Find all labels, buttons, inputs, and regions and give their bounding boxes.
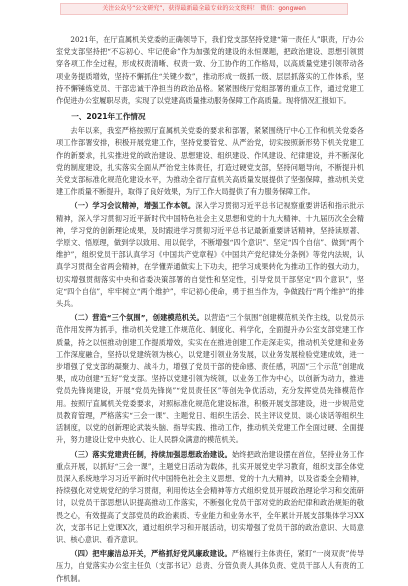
lead-responsibility: （三）落实党建责任制，持续加强思想政治建设。	[70, 449, 232, 459]
lead-integrity: （四）把牢廉洁总开关，严格抓好党风廉政建设。	[70, 549, 232, 559]
top-banner: 关注公众号“公文研究”，获得最新最全最专业的公文资料！ 微信：gongwen	[60, 3, 348, 15]
lead-study: （一）学习会议精神，增强工作本领。	[70, 201, 196, 211]
paragraph-intro: 2021年，在厅直属机关党委的正确领导下，我们党支部坚持党建“第一责任人”职责，厅办公室党支部坚持把“不忘初心、牢记使命”作为加强党的建设的永恒课题，把政治建设、思想引领贯穿各项工作全过程，形成权责清晰、权责一致、分工协作的工作格局，以高质量党建引领带动各项业务提质增效，坚持不懈抓住“关键少数”，推动形成一级抓一级、层层抓落实的工作体系，坚持不懈锤炼党员、干部忠诚干净担当的政治品格。紧紧围绕厅党组部署的重点工作，通过党建工作促进办公室履职尽责，实现了以党建高质量推动服务保障工作高质量。现将情况汇报如下。	[56, 35, 364, 106]
document-body	[56, 34, 364, 586]
text-model-organ: 以营造“三个氛围”创建模范机关作主线，以党员示范作用发挥为抓手，推动机关党建工作规范化、制度化、科学化，全面提升办公室支部党建工作质量，持之以恒推动创建工作提质增效，实实在在推进创建工作走深走实，推动机关党建和业务工作深度融合，坚持以党建统领为核心，以党建引领业务发展，以业务发展检验党建成效，进一步增强了党支部的凝聚力、战斗力，增强了党员干部的使命感、责任感，巩固“三个示范”创建成果，成功创建“五好”党支部。坚持以党建引领为统领，以业务工作为中心，以创新为动力，推进党员先锋岗建设，开展“党员先锋岗”“党员责任区”等创先争优活动，充分发挥党员先锋模范作用。按照厅直属机关党委要求，对照标准化规范化建设标准，积极开展支部建设，进一步规范党员教育管理，严格落实“三会一课”、主题党日、组织生活会、民主评议党员、谈心谈话等组织生活制度，以党的创新理论武装头脑、指导实践、推动工作，推动机关党建工作全面过硬、全面提升，努力建设让党中央放心、让人民群众满意的模范机关。	[56, 313, 364, 445]
paragraph-overview: 去年以来，我室严格按照厅直属机关党委的要求和部署，紧紧围绕厅中心工作和机关党委各项工作部署安排，积极开展党建工作，坚持党要管党、从严治党，切实按照新形势下机关党建工作的新要求，扎实推进党的政治建设、思想建设、组织建设、作风建设、纪律建设，并不断深化党的制度建设，扎实落实全面从严治党主体责任，打造过硬党支部，坚持问题导向，不断提升机关党支部标准化规范化建设水平，为推动全省厅直机关高质量发展提供了坚强保障，推动机关党建工作质量不断提升，取得了良好效果，为厅工作大局提供了有力服务保障工作。	[56, 126, 364, 197]
paragraph-model-organ	[56, 312, 364, 446]
text-integrity: 严格履行主体责任，紧盯“一岗双责”传导压力，自觉落实办公室主任负（支部书记）总责、分管负责人具体负责、党员干部人人有责的工作机制。	[56, 549, 364, 583]
text-study: 深入学习贯彻习近平总书记视察重要讲话和指示批示精神，深入学习贯彻习近平新时代中国特色社会主义思想和党的十九大精神、十九届历次全会精神，学习党的创新理论成果，及时跟进学习贯彻习近平总书记最新重要讲话精神，坚持读原著、学原文、悟原理，做到学以致用、用以促学，不断增强“四个意识”、坚定“四个自信”、做到“两个维护”，组织党员干部认真学习《中国共产党章程》《中国共产党纪律处分条例》等党内法规，认真学习贯彻全省两会精神，在学懂弄通做实上下功夫，把学习成果转化为推动工作的强大动力，切实增强贯彻落实中央和省委决策部署的自觉性和坚定性，引导党员干部坚定“四个意识”，坚定“四个自信”，牢牢树立“两个维护”，牢记初心使命，勇于担当作为，争做践行“两个维护”的排头兵。	[56, 201, 364, 309]
text-responsibility: 始终把政治建设摆在首位，坚持业务工作重点开展，以抓好“三会一课”，主题党日活动为载体，扎实开展党史学习教育，组织支部全体党员深入系统地学习习近平新时代中国特色社会主义思想、党的十九大精神，以及省委全会精神，持续强化对党规党纪的学习贯彻，利用传达全会精神等方式组织党员开展政治理论学习和交流研讨，以党员干部思想认识提高推动工作落实，不断强化党员干部对党的政治纪律和政治规矩的敬畏之心，有效提高了支部党员的政治素质、专业能力和业务水平，全年累计开展支部集体学习XX次，支部书记上党课X次，通过组织学习和开展活动，切实增强了党员干部的政治意识、大局意识、核心意识、看齐意识。	[56, 449, 364, 544]
paragraph-responsibility	[56, 449, 364, 547]
paragraph-integrity	[56, 548, 364, 585]
section-heading: 一、2021年工作情况	[71, 112, 146, 122]
paragraph-study	[56, 200, 364, 310]
lead-model-organ: （二）营造“三个氛围”，创建模范机关。	[70, 313, 204, 323]
